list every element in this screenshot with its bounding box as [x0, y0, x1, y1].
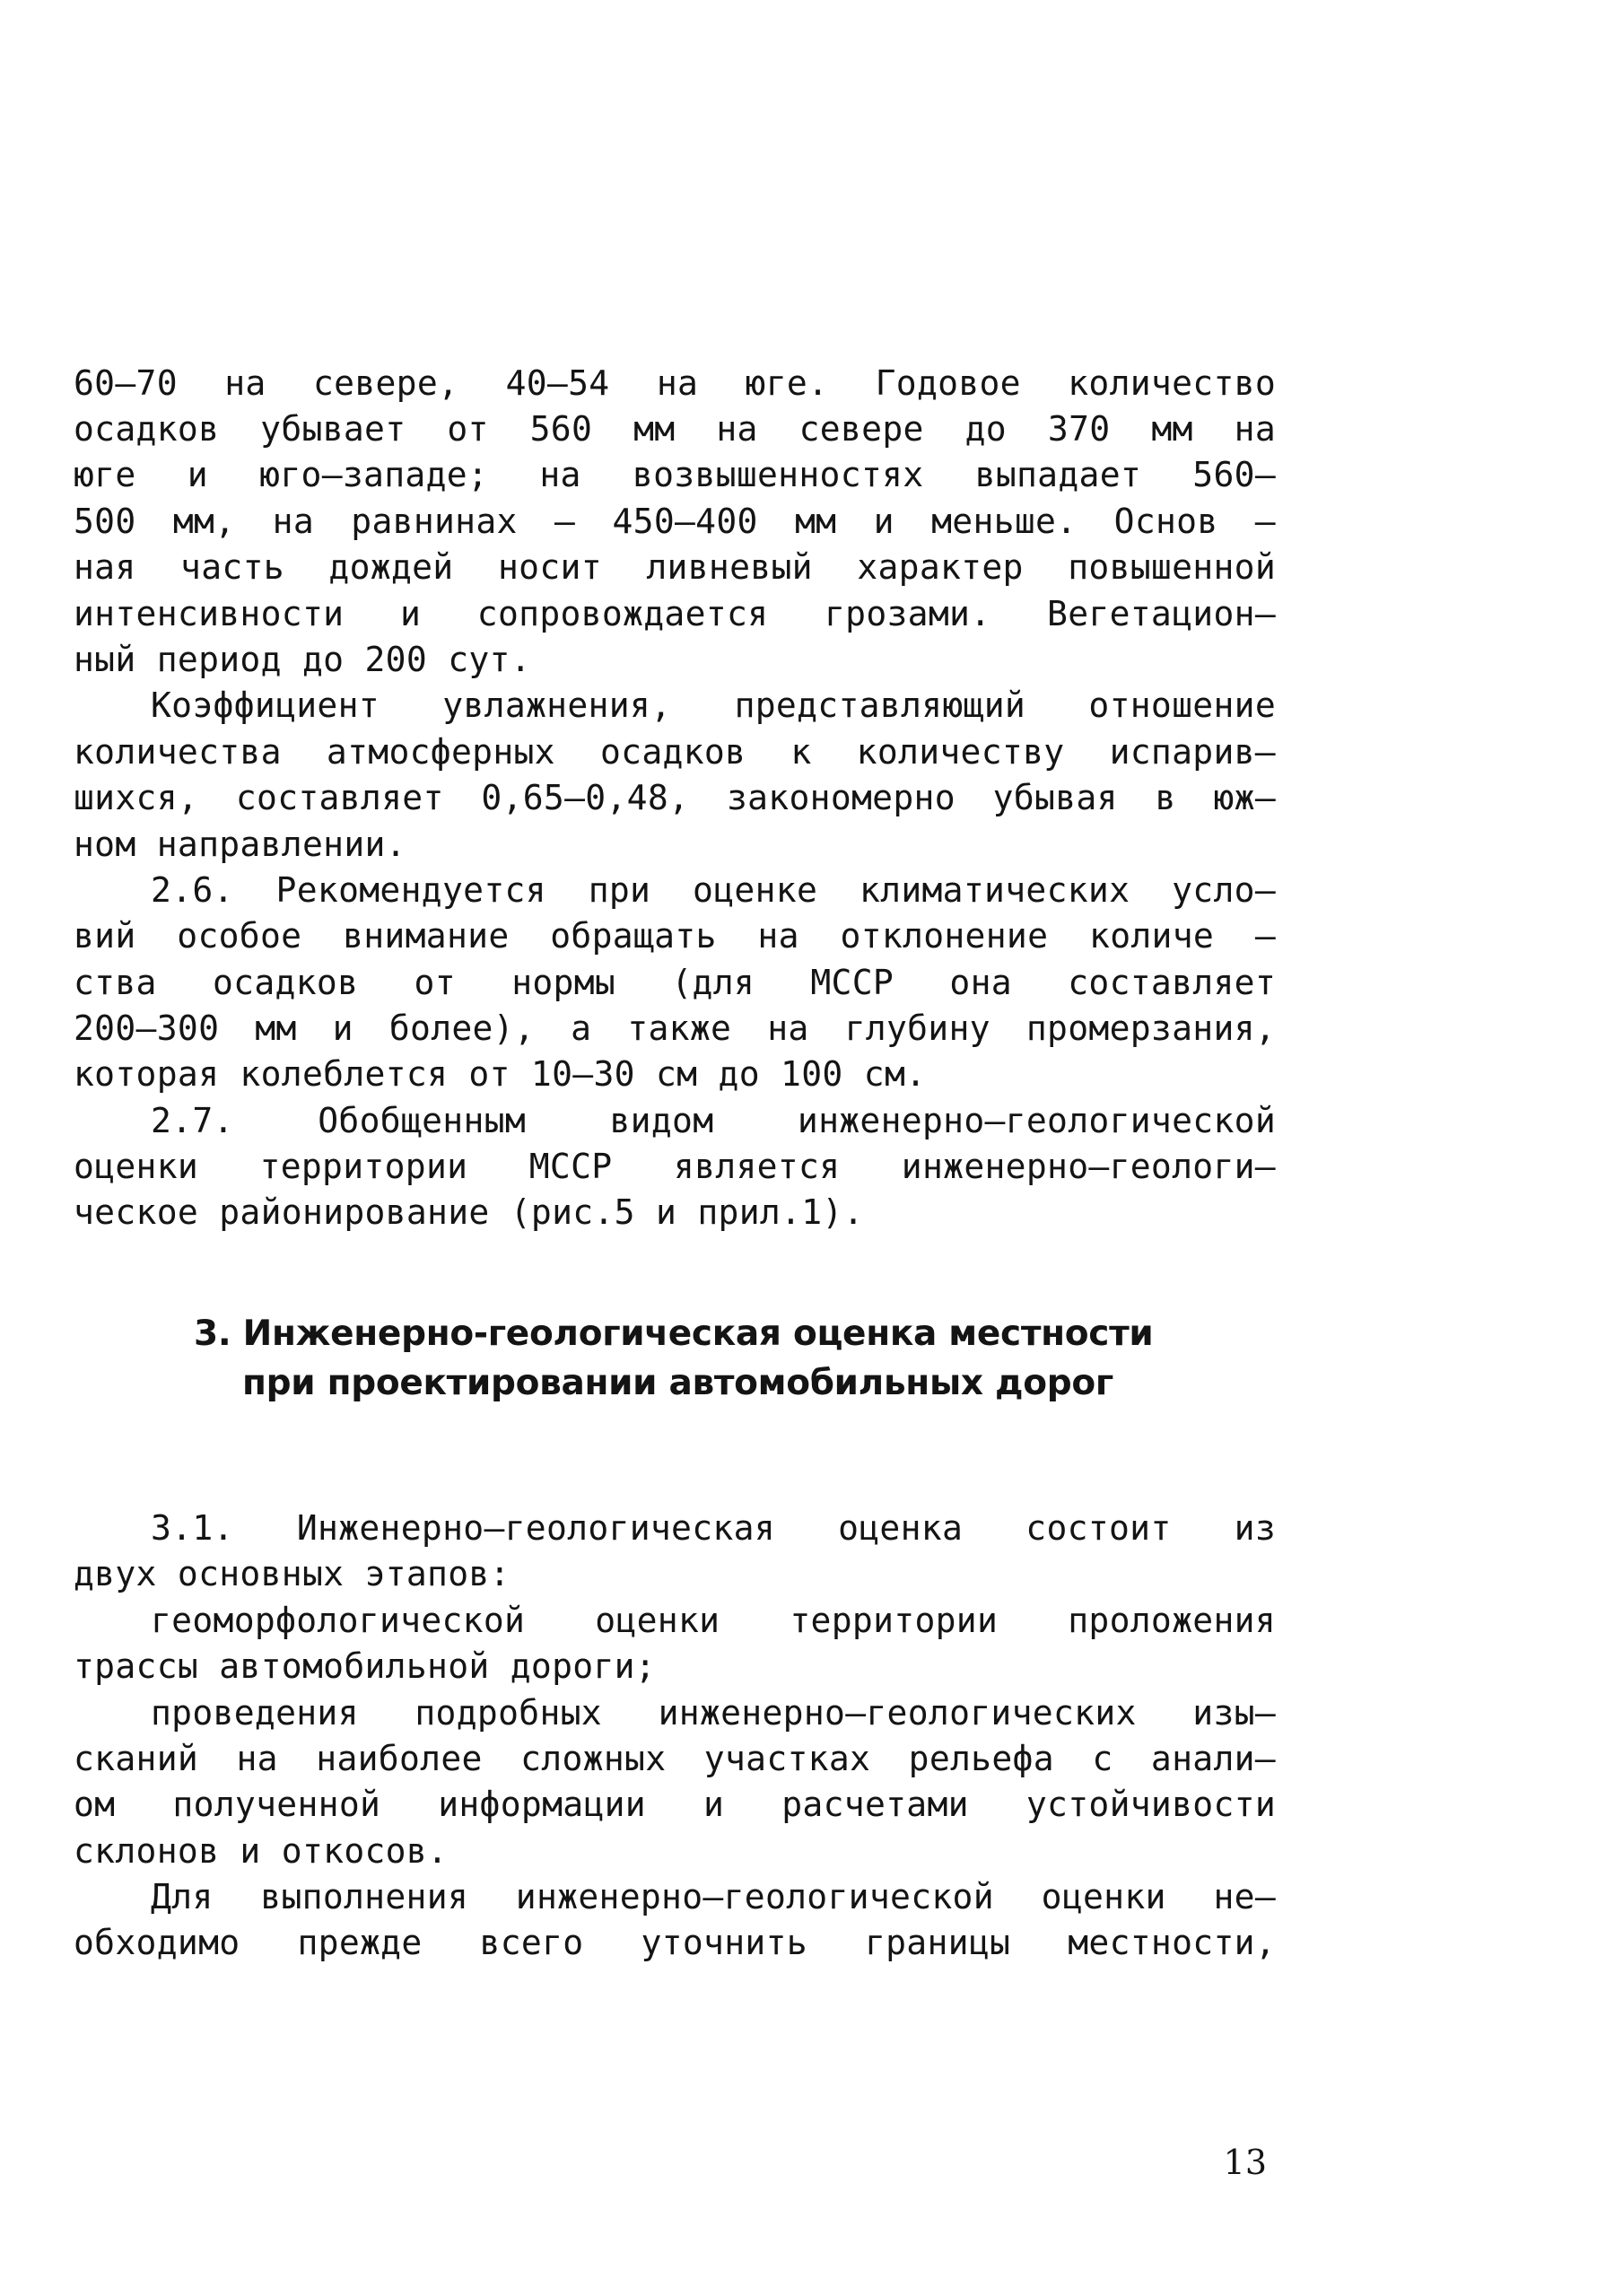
text-line: интенсивности и сопровождается грозами. Вегетацион– — [74, 594, 1276, 633]
text-line: Коэффициент увлажнения, представляющий отношение — [151, 685, 1276, 725]
section-heading-line-1: 3. Инженерно-геологическая оценка местности — [194, 1314, 1154, 1354]
text-line: ный период до 200 сут. — [74, 640, 531, 679]
text-line: шихся, составляет 0,65–0,48, закономерно убывая в юж– — [74, 778, 1276, 817]
text-line: 3.1. Инженерно–геологическая оценка состоит из — [151, 1508, 1276, 1548]
text-line: трассы автомобильной дороги; — [74, 1646, 656, 1686]
text-line: геоморфологической оценки территории проложения — [151, 1601, 1276, 1640]
text-line: ном направлении. — [74, 825, 406, 864]
text-line: обходимо прежде всего уточнить границы местности, — [74, 1923, 1276, 1962]
text-line: 200–300 мм и более), а также на глубину промерзания, — [74, 1008, 1276, 1048]
text-line: проведения подробных инженерно–геологических изы– — [151, 1693, 1276, 1733]
text-line: 2.7. Обобщенным видом инженерно–геологической — [151, 1101, 1276, 1140]
section-heading-line-2: при проектировании автомобильных дорог — [242, 1363, 1113, 1403]
text-line: ства осадков от нормы (для МССР она составляет — [74, 963, 1276, 1002]
text-line: двух основных этапов: — [74, 1554, 511, 1593]
text-line: ческое районирование (рис.5 и прил.1). — [74, 1192, 864, 1232]
text-line: 2.6. Рекомендуется при оценке климатических усло– — [151, 870, 1276, 910]
text-line: количества атмосферных осадков к количеству испарив– — [74, 732, 1276, 772]
text-line: сканий на наиболее сложных участках рельефа с анали– — [74, 1739, 1276, 1778]
text-line: оценки территории МССР является инженерно–геологи– — [74, 1147, 1276, 1186]
text-line: ом полученной информации и расчетами устойчивости — [74, 1785, 1276, 1824]
page-number: 13 — [1223, 2143, 1267, 2182]
text-line: ная часть дождей носит ливневый характер повышенной — [74, 547, 1276, 587]
text-line: 500 мм, на равнинах – 450–400 мм и меньше. Основ – — [74, 502, 1276, 541]
text-line: Для выполнения инженерно–геологической оценки не– — [151, 1877, 1276, 1916]
text-line: осадков убывает от 560 мм на севере до 370 мм на — [74, 409, 1276, 449]
text-line: юге и юго–западе; на возвышенностях выпадает 560– — [74, 455, 1276, 494]
text-line: склонов и откосов. — [74, 1831, 449, 1871]
text-line: которая колеблется от 10–30 см до 100 см. — [74, 1054, 927, 1094]
text-line: 60–70 на севере, 40–54 на юге. Годовое количество — [74, 363, 1276, 403]
text-line: вий особое внимание обращать на отклонение количе – — [74, 916, 1276, 956]
